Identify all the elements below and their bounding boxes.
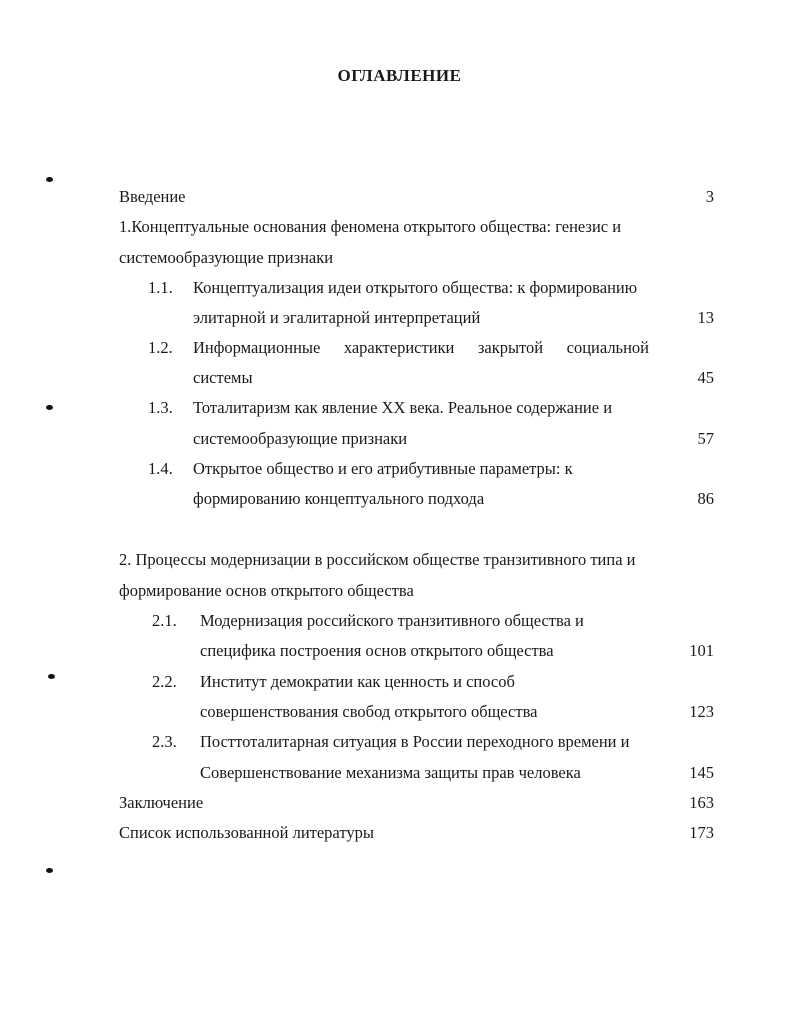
toc-section-2-3-line-2: Совершенствование механизма защиты прав человека — [200, 763, 581, 782]
toc-section-1-4-line-2: формированию концептуального подхода — [193, 489, 485, 508]
toc-section-1-4-line-1: Открытое общество и его атрибутивные параметры: к — [193, 459, 573, 478]
toc-entry-bibliography-label: Список использованной литературы — [119, 823, 374, 842]
toc-entry-bibliography-page: 173 — [689, 823, 714, 842]
toc-section-1-4-number: 1.4. — [148, 459, 173, 478]
toc-section-1-2-number: 1.2. — [148, 338, 173, 357]
scan-speck — [46, 177, 53, 182]
toc-section-2-2-page: 123 — [689, 702, 714, 721]
toc-section-2-2-line-2: совершенствования свобод открытого общества — [200, 702, 538, 721]
scan-speck — [46, 868, 53, 873]
toc-chapter-2-line-1: 2. Процессы модернизации в российском обществе транзитивного типа и — [119, 550, 636, 569]
toc-entry-conclusion-page: 163 — [689, 793, 714, 812]
toc-section-1-1-page: 13 — [697, 308, 714, 327]
toc-section-1-2-page: 45 — [697, 368, 714, 387]
toc-section-2-3-number: 2.3. — [152, 732, 177, 751]
toc-section-2-1-line-2: специфика построения основ открытого общества — [200, 641, 554, 660]
toc-section-1-3-line-1: Тоталитаризм как явление XX века. Реальное содержание и — [193, 398, 613, 417]
toc-section-1-1-line-2: элитарной и эгалитарной интерпретаций — [193, 308, 481, 327]
toc-section-2-2-line-1: Институт демократии как ценность и способ — [200, 672, 515, 691]
toc-section-1-3-number: 1.3. — [148, 398, 173, 417]
toc-entry-intro-page: 3 — [705, 187, 714, 206]
toc-section-2-2-number: 2.2. — [152, 672, 177, 691]
toc-section-2-1-line-1: Модернизация российского транзитивного общества и — [200, 611, 584, 630]
toc-chapter-1-line-1: 1.Концептуальные основания феномена открытого общества: генезис и — [119, 217, 622, 236]
toc-section-2-1-page: 101 — [689, 641, 714, 660]
toc-section-1-2-line-1: Информационные характеристики закрытой социальной — [193, 338, 649, 357]
toc-section-1-2-line-2: системы — [193, 368, 253, 387]
toc-section-1-1-number: 1.1. — [148, 278, 173, 297]
scan-speck — [48, 674, 55, 679]
toc-section-1-4-page: 86 — [697, 489, 714, 508]
toc-chapter-2-line-2: формирование основ открытого общества — [119, 581, 414, 600]
toc-section-1-3-line-2: системообразующие признаки — [193, 429, 408, 448]
page-title: ОГЛАВЛЕНИЕ — [337, 66, 462, 85]
toc-entry-conclusion-label: Заключение — [119, 793, 204, 812]
toc-section-2-3-line-1: Посттоталитарная ситуация в России переходного времени и — [200, 732, 630, 751]
toc-section-2-1-number: 2.1. — [152, 611, 177, 630]
toc-section-2-3-page: 145 — [689, 763, 714, 782]
toc-entry-intro-label: Введение — [119, 187, 186, 206]
scan-speck — [46, 405, 53, 410]
toc-section-1-3-page: 57 — [697, 429, 714, 448]
toc-chapter-1-line-2: системообразующие признаки — [119, 248, 334, 267]
toc-section-1-1-line-1: Концептуализация идеи открытого общества: к формированию — [193, 278, 638, 297]
